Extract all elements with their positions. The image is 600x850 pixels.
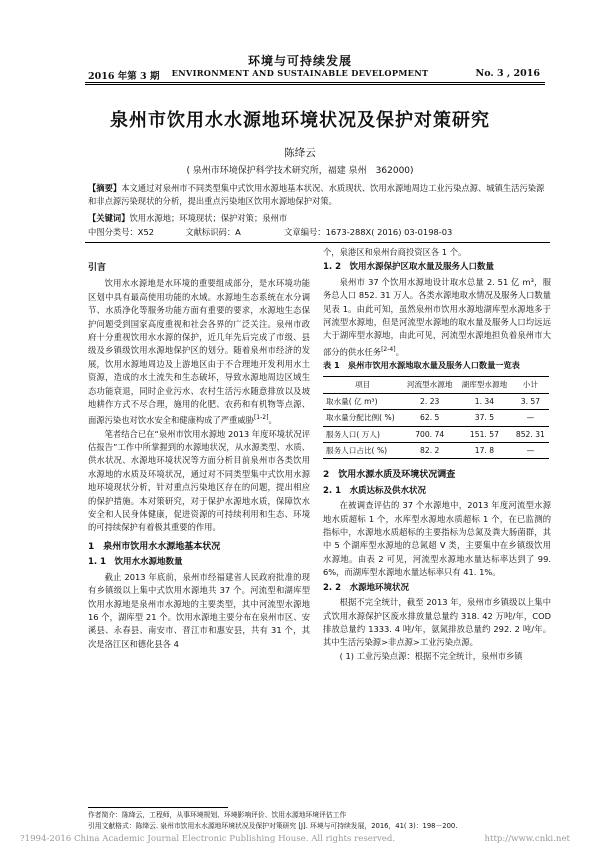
table-cell: 服务人口占比( %) — [323, 443, 402, 459]
cnki-link[interactable]: http://www.cnki.net — [484, 834, 570, 844]
journal-title-cn: 环境与可持续发展 — [247, 54, 352, 68]
table-cell: 2. 23 — [402, 393, 457, 409]
citation-ref: [1-2] — [253, 414, 269, 422]
table-cell: 151. 57 — [457, 426, 512, 442]
table-cell: 852. 31 — [512, 426, 549, 442]
abstract-rule — [85, 242, 550, 243]
article-no-value: 1673-288X( 2016) 03-0198-03 — [325, 227, 453, 237]
table-cell: 82. 2 — [402, 443, 457, 459]
section-1-1-heading: 1. 1 饮用水水源地数量 — [88, 557, 183, 568]
table-cell: 3. 57 — [512, 393, 549, 409]
section-2-2-paragraph: 根据不完全统计，截至 2013 年，泉州市乡镇级以上集中式饮用水源保护区废水排放量总量约 318. 42 万吨/年，COD 排放总量约 1333. 4 吨/年，氨氮排放总量约 292. 2 吨/年。其中生活污染源>非点源>工业污染点源。 — [323, 597, 551, 648]
clc-value: X52 — [137, 227, 155, 237]
table-cell: 17. 8 — [457, 443, 512, 459]
table-cell: 37. 5 — [457, 410, 512, 426]
table-cell: 服务人口( 万人) — [323, 426, 402, 442]
section-1-2-heading: 1. 2 饮用水源保护区取水量及服务人口数量 — [323, 262, 495, 273]
footnote-rule — [88, 807, 228, 808]
author-name: 陈绛云 — [284, 147, 316, 159]
section-2-heading: 2 饮用水源水质及环境状况调查 — [323, 470, 456, 481]
citation-footnote: 引用文献格式：陈绛云. 泉州市饮用水水源地环境状况及保护对策研究 [J]. 环境与可持续发展，2016，41( 3)：198－200. — [88, 822, 458, 830]
table-cell: 1. 34 — [457, 393, 512, 409]
paper-title: 泉州市饮用水水源地环境状况及保护对策研究 — [110, 110, 490, 131]
issue-label-cn: 2016 年第 3 期 — [88, 71, 160, 82]
table-1-caption: 表 1 泉州市饮用水源地取水量及服务人口数量一览表 — [323, 360, 520, 371]
copyright-notice: ?1994-2016 China Academic Journal Electronic Publishing House. All rights reserved. — [20, 834, 396, 844]
table-row — [323, 393, 549, 409]
classification-line — [88, 226, 550, 238]
left-column — [88, 258, 310, 651]
doc-code-value: A — [235, 227, 241, 237]
section-1-heading: 1 泉州市饮用水水源地基本状况 — [88, 541, 221, 552]
abstract-label: 【摘要】 — [88, 183, 122, 193]
author-affiliation: ( 泉州市环境保护科学技术研究所，福建 泉州 362000) — [186, 166, 414, 176]
citation-ref: [2-4] — [381, 345, 396, 353]
table-cell: — — [512, 410, 549, 426]
table-row — [323, 426, 549, 442]
table-row — [323, 443, 549, 459]
table-header-cell: 湖库型水源地 — [457, 377, 512, 393]
abstract-text: 本文通过对泉州市不同类型集中式饮用水源地基本状况、水质现状、饮用水源地周边工业污染点源、城镇生活污染源和非点源污染现状的分析，提出重点污染地区饮用水源地保护对策。 — [88, 183, 545, 206]
keywords-line — [88, 212, 550, 224]
intro-paragraph-1: 饮用水水源地是水环境的重要组成部分，是水环境功能区划中具有最高使用功能的水域。水源地生态系统在水分调节、水质净化等服务功能方面有重要的要求，水源地生态保护问题受到国家高度重视和社会各界的广泛关注。泉州市政府十分重视饮用水水源的保护，近几年先后完成了市级、县级及乡镇级饮用水源地保护区的划分。随着泉州市经济的发展，饮用水源地周边及上游地区由于不合理地开发利用水土资源，造成的水土流失和生态破坏，导致水源地周边区域生态功能衰退，同时企业污水、农村生活污水随意排放以及坡地耕作方式不尽合理，施用的化肥、农药和有机物等点源、面源污染也对饮水安全和健康构成了严重威胁[1-2]。 — [88, 278, 310, 426]
header-rule-thin — [85, 84, 545, 85]
header-rule — [85, 82, 545, 83]
table-cell: 取水量分配比例( %) — [323, 410, 402, 426]
keywords-label: 【关键词】 — [88, 213, 130, 223]
table-header-cell: 小计 — [512, 377, 549, 393]
section-2-2-heading: 2. 2 水源地环境状况 — [323, 582, 410, 593]
author-footnote: 作者简介：陈绛云，工程师，从事环境规划、环境影响评价、饮用水源地环境评估工作 — [88, 811, 347, 819]
keywords-text: 饮用水源地；环境现状；保护对策；泉州市 — [129, 213, 288, 223]
table-row — [323, 410, 549, 426]
table-header-cell: 项目 — [323, 377, 402, 393]
right-column — [323, 246, 551, 663]
table-header-row — [323, 377, 549, 393]
section-2-1-paragraph: 在被调查评估的 37 个水源地中，2013 年度河流型水源地水质超标 1 个，水库型水源地水质超标 1 个，在已监测的指标中，水源地水质超标的主要指标为总氮及粪大肠菌群，其中 5 个湖库型水源地的总氮超 V 类，主要集中在乡镇级饮用水源地。由表 2 可见，河流型水源地水量达标率达到了 99. 6%，而湖库型水源地水量达标率只有 41. 1%。 — [323, 500, 551, 578]
intro-paragraph-2: 笔者结合已在“泉州市饮用水源地 2013 年度环境状况评估报告”工作中所掌握到的水源地状况，从水源类型、水质、供水状况、水源地环境状况等方面分析目前泉州市各类饮用水源地的水质及环境状况，通过对不同类型集中式饮用水源地环境现状分析，针对重点污染地区存在的问题，提出相应的保护措施。本对策研究，对于保护水源地水质，保障饮水安全和人民身体健康，促进资源的可持续利用和生态、环境的可持续保护有着极其重要的作用。 — [88, 428, 310, 533]
doc-code-label: 文献标识码： — [185, 227, 236, 237]
journal-title-en: ENVIRONMENT AND SUSTAINABLE DEVELOPMENT — [171, 68, 429, 78]
continued-paragraph: 个，泉港区和泉州台商投资区各 1 个。 — [323, 247, 467, 257]
article-no-label: 文章编号： — [284, 227, 326, 237]
table-cell: — — [512, 443, 549, 459]
industrial-pollution-paragraph: ( 1) 工业污染点源：根据不完全统计，泉州市乡镇 — [339, 650, 523, 661]
issue-label-en: No. 3 , 2016 — [475, 68, 540, 79]
intro-heading: 引言 — [88, 263, 107, 273]
table-header-cell: 河流型水源地 — [402, 377, 457, 393]
clc-label: 中图分类号： — [88, 227, 138, 237]
section-1-1-paragraph: 截止 2013 年底前，泉州市经福建省人民政府批准的现有乡镇级以上集中式饮用水源地共 37 个。河流型和湖库型饮用水源地是泉州市水源地的主要类型，其中河流型水源地 16 个，湖库型 21 个。饮用水源地主要分布在泉州市区、安溪县、永春县、南安市、晋江市和惠安县，共有 31 个，其次是洛江区和德化县各 4 — [88, 571, 310, 649]
section-1-2-paragraph: 泉州市 37 个饮用水源地设计取水总量 2. 51 亿 m³，服务总人口 852. 31 万人。各类水源地取水情况及服务人口数量见表 1。由此可知，虽然泉州市饮用水源地湖库型水源地多于河流型水源地，但是河流型水源地的取水量及服务人口均远远大于湖库型水源地，由此可见，河流型水源地担负着泉州市大部分的供水任务[2-4]。 — [323, 276, 551, 357]
table-cell: 取水量( 亿 m³) — [323, 393, 402, 409]
section-2-1-heading: 2. 1 水质达标及供水状况 — [323, 485, 427, 496]
abstract — [88, 182, 550, 208]
table-1 — [323, 376, 549, 459]
table-cell: 700. 74 — [402, 426, 457, 442]
table-cell: 62. 5 — [402, 410, 457, 426]
